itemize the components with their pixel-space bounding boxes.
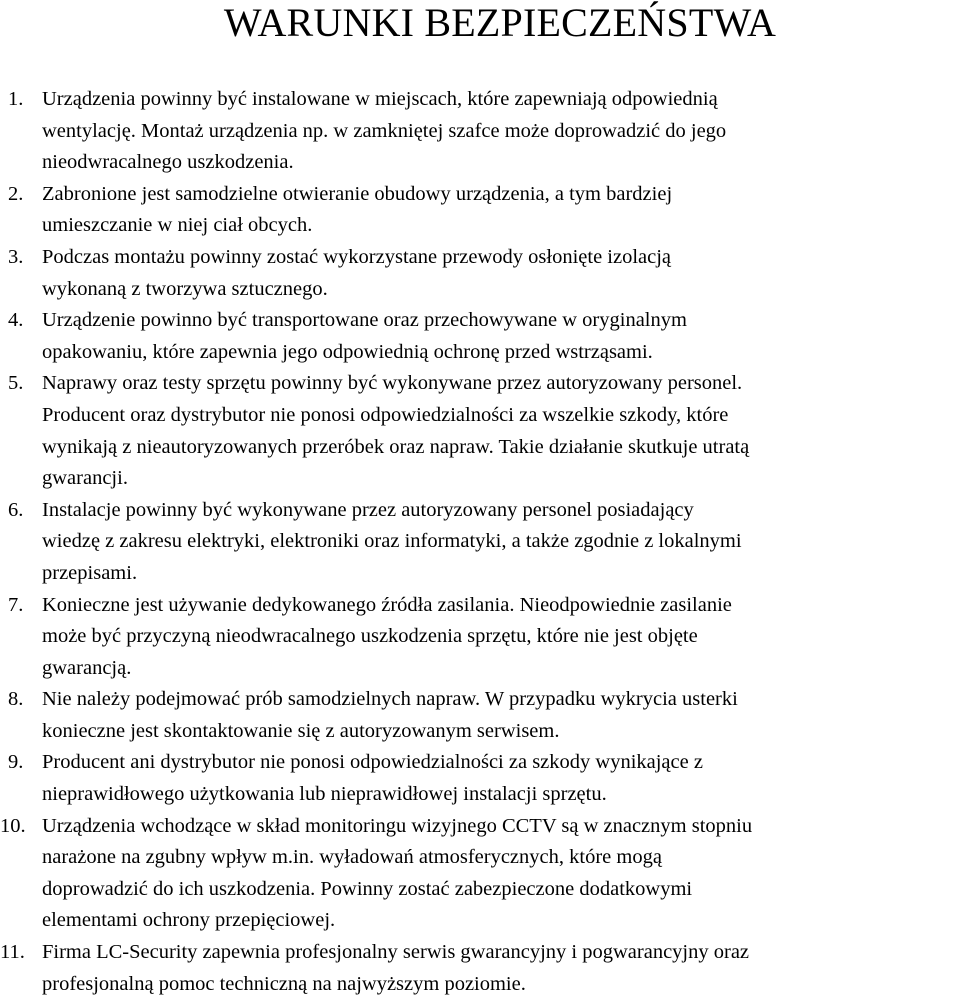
rule-text-line: wentylację. Montaż urządzenia np. w zamkniętej szafce może doprowadzić do jego: [42, 119, 727, 142]
safety-rule-item: [0, 495, 960, 590]
safety-rule-item: [0, 179, 960, 242]
rule-number: 5.: [8, 372, 24, 395]
rule-text-line: wynikają z nieautoryzowanych przeróbek oraz napraw. Takie działanie skutkuje utratą: [42, 435, 750, 458]
rule-number: 3.: [8, 245, 24, 268]
rule-text-line: Urządzenia wchodzące w skład monitoringu wizyjnego CCTV są w znacznym stopniu: [42, 814, 753, 837]
rule-text-line: Nie należy podejmować prób samodzielnych napraw. W przypadku wykrycia usterki: [42, 688, 738, 711]
rule-text-line: Podczas montażu powinny zostać wykorzystane przewody osłonięte izolacją: [42, 245, 672, 268]
safety-rule-item: [0, 747, 960, 810]
rule-text-line: Urządzenia powinny być instalowane w miejscach, które zapewniają odpowiednią: [42, 88, 718, 110]
rule-text-line: Urządzenie powinno być transportowane oraz przechowywane w oryginalnym: [42, 309, 687, 332]
rule-number: 9.: [8, 751, 24, 774]
rule-number: 7.: [8, 593, 24, 616]
rule-text-line: nieprawidłowego użytkowania lub nieprawidłowej instalacji sprzętu.: [42, 783, 607, 806]
safety-rule-item: [0, 84, 960, 179]
rule-text-line: gwarancją.: [42, 656, 132, 679]
rule-text-line: przepisami.: [42, 561, 138, 584]
rule-text-line: narażone na zgubny wpływ m.in. wyładowań atmosferycznych, które mogą: [42, 846, 662, 869]
rule-text-line: profesjonalną pomoc techniczną na najwyższym poziomie.: [42, 972, 526, 995]
rule-text-line: wykonaną z tworzywa sztucznego.: [42, 277, 328, 300]
safety-rule-item: [0, 305, 960, 368]
rule-text-line: Producent oraz dystrybutor nie ponosi odpowiedzialności za wszelkie szkody, które: [42, 403, 729, 426]
rule-number: 1.: [8, 88, 24, 110]
rule-text-line: konieczne jest skontaktowanie się z autoryzowanym serwisem.: [42, 719, 560, 742]
rule-text-line: Firma LC-Security zapewnia profesjonalny serwis gwarancyjny i pogwarancyjny oraz: [42, 941, 750, 964]
rule-number: 10.: [0, 814, 26, 837]
rule-text-line: umieszczanie w niej ciał obcych.: [42, 214, 313, 237]
safety-rule-item: [0, 937, 960, 1000]
page-title: WARUNKI BEZPIECZEŃSTWA: [223, 0, 777, 45]
safety-rule-item: [0, 368, 960, 494]
rule-text-line: Konieczne jest używanie dedykowanego źródła zasilania. Nieodpowiednie zasilanie: [42, 593, 732, 616]
safety-rule-item: [0, 242, 960, 305]
rule-text-line: opakowaniu, które zapewnia jego odpowiednią ochronę przed wstrząsami.: [42, 340, 653, 363]
rule-text-line: może być przyczyną nieodwracalnego uszkodzenia sprzętu, które nie jest objęte: [42, 625, 698, 648]
safety-rule-item: [0, 684, 960, 747]
rule-text-line: Instalacje powinny być wykonywane przez autoryzowany personel posiadający: [42, 498, 694, 521]
rule-text-line: wiedzę z zakresu elektryki, elektroniki oraz informatyki, a także zgodnie z lokalnymi: [42, 530, 742, 553]
rule-number: 4.: [8, 309, 24, 332]
rule-text-line: gwarancji.: [42, 467, 128, 490]
rule-text-line: Producent ani dystrybutor nie ponosi odpowiedzialności za szkody wynikające z: [42, 751, 703, 774]
rule-number: 11.: [0, 941, 25, 964]
rule-text-line: nieodwracalnego uszkodzenia.: [42, 151, 294, 174]
rule-text-line: Naprawy oraz testy sprzętu powinny być wykonywane przez autoryzowany personel.: [42, 372, 743, 395]
rule-number: 8.: [8, 688, 24, 711]
rule-text-line: doprowadzić do ich uszkodzenia. Powinny zostać zabezpieczone dodatkowymi: [42, 877, 693, 900]
rule-text-line: Zabronione jest samodzielne otwieranie obudowy urządzenia, a tym bardziej: [42, 182, 673, 205]
safety-rule-item: [0, 811, 960, 937]
rule-number: 6.: [8, 498, 24, 521]
rule-number: 2.: [8, 182, 24, 205]
rule-text-line: elementami ochrony przepięciowej.: [42, 909, 336, 932]
safety-rule-item: [0, 590, 960, 685]
safety-rules-list: [0, 84, 960, 1000]
